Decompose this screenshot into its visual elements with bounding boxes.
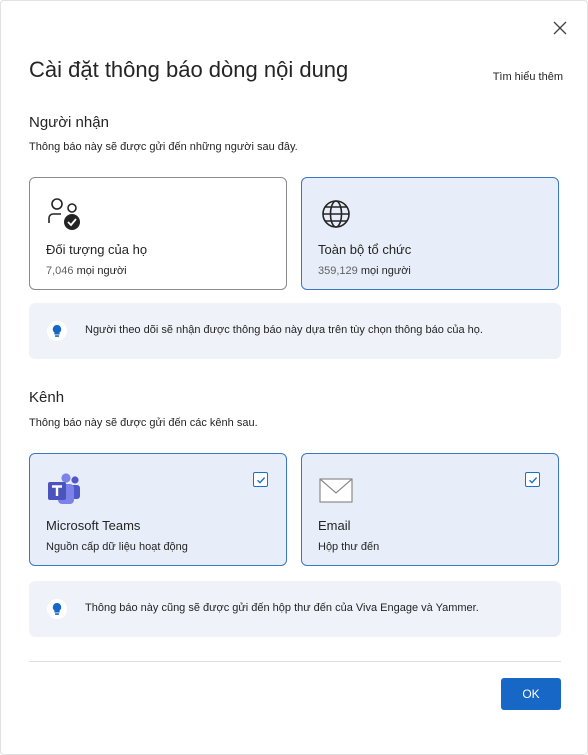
teams-icon bbox=[46, 472, 82, 508]
recipients-section-title: Người nhận bbox=[29, 114, 109, 131]
channel-option-teams[interactable] bbox=[29, 453, 287, 566]
recipient-option-count bbox=[318, 265, 411, 277]
recipient-count-value: 7,046 bbox=[46, 265, 74, 277]
ok-button[interactable]: OK bbox=[501, 678, 561, 710]
channels-info-box bbox=[29, 581, 561, 637]
channels-section-title: Kênh bbox=[29, 389, 65, 406]
lightbulb-icon bbox=[47, 321, 67, 341]
recipient-option-title: Toàn bộ tổ chức bbox=[318, 242, 412, 257]
dialog-title: Cài đặt thông báo dòng nội dung bbox=[29, 57, 349, 82]
close-button[interactable] bbox=[549, 17, 571, 39]
footer-divider bbox=[29, 661, 561, 662]
recipient-count-unit: mọi người bbox=[360, 265, 411, 277]
channels-info-text: Thông báo này cũng sẽ được gửi đến hộp thư đến của Viva Engage và Yammer. bbox=[85, 602, 479, 614]
lightbulb-icon bbox=[47, 599, 67, 619]
checkmark-icon bbox=[528, 475, 538, 485]
learn-more-link[interactable]: Tìm hiểu thêm bbox=[492, 71, 563, 83]
recipients-section-description: Thông báo này sẽ được gửi đến những người sau đây. bbox=[29, 141, 298, 153]
channels-section-description: Thông báo này sẽ được gửi đến các kênh sau. bbox=[29, 417, 258, 429]
channel-option-title: Email bbox=[318, 518, 351, 533]
recipient-count-unit: mọi người bbox=[76, 265, 127, 277]
checkmark-icon bbox=[256, 475, 266, 485]
channel-option-title: Microsoft Teams bbox=[46, 518, 141, 533]
close-icon bbox=[553, 21, 567, 35]
recipient-option-entire-organization[interactable] bbox=[301, 177, 559, 290]
recipients-info-box bbox=[29, 303, 561, 359]
recipient-option-their-audience[interactable] bbox=[29, 177, 287, 290]
channel-option-subtitle: Nguồn cấp dữ liệu hoạt động bbox=[46, 541, 188, 553]
teams-checkbox[interactable] bbox=[253, 472, 268, 487]
globe-icon bbox=[318, 196, 354, 232]
people-check-icon bbox=[46, 196, 82, 232]
email-checkbox[interactable] bbox=[525, 472, 540, 487]
channel-option-subtitle: Hộp thư đến bbox=[318, 541, 380, 553]
recipient-count-value: 359,129 bbox=[318, 265, 358, 277]
mail-icon bbox=[318, 472, 354, 508]
recipients-info-text: Người theo dõi sẽ nhận được thông báo này dựa trên tùy chọn thông báo của họ. bbox=[85, 324, 483, 336]
channel-option-email[interactable] bbox=[301, 453, 559, 566]
recipient-option-title: Đối tượng của họ bbox=[46, 242, 148, 257]
recipient-option-count bbox=[46, 265, 127, 277]
